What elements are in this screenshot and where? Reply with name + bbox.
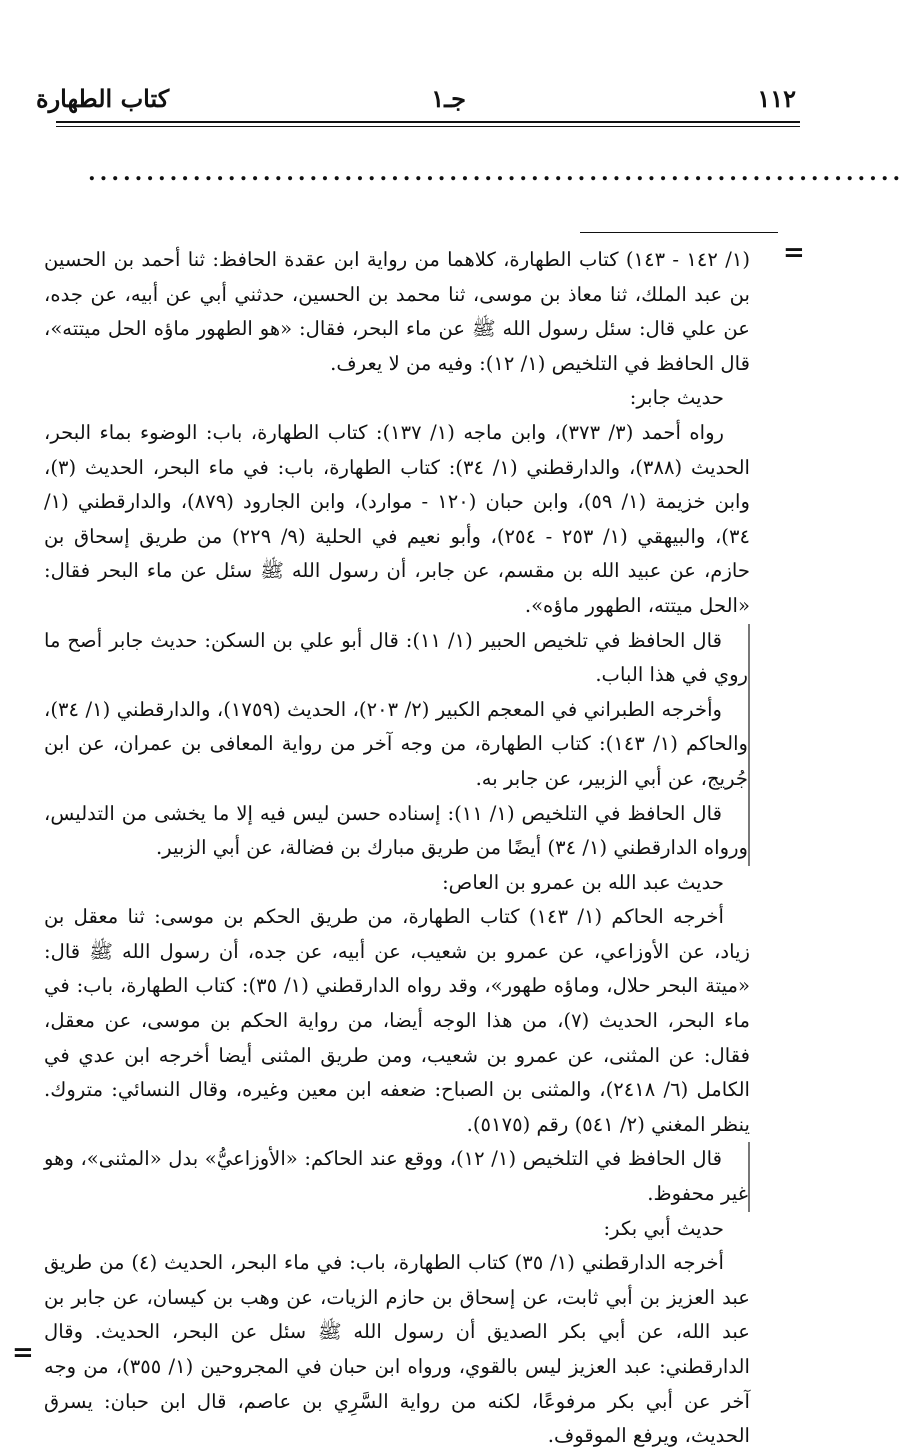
footnote-paragraph-jabir-sources: رواه أحمد (٣/ ٣٧٣)، وابن ماجه (١/ ١٣٧): كتاب الطهارة، باب: الوضوء بماء البحر، الحديث (٣٨٨)، والدارقطني (١/ ٣٤): كتاب الطهارة، باب: في ماء البحر، الحديث (٣)، وابن خزيمة (١/ ٥٩)، وابن حبان (١٢٠ - موارد)، وابن الجارود (٨٧٩)، والدارقطني (١/ ٣٤)، والبيهقي (١/ ٢٥٣ - ٢٥٤)، وأبو نعيم في الحلية (٩/ ٢٢٩) من طريق إسحاق بن حازم، عن عبيد الله بن مقسم، عن جابر، أن رسول الله ﷺ سئل عن ماء البحر فقال: «الحل ميتته، الطهور ماؤه». (44, 420, 750, 617)
footnote-paragraph-tabarani: وأخرجه الطبراني في المعجم الكبير (٢/ ٢٠٣)، الحديث (١٧٥٩)، والدارقطني (١/ ٣٤)، والحاكم (١/ ١٤٣): كتاب الطهارة، من وجه آخر من رواية المعافى بن عمران، عن ابن جُريج، عن أبي الزبير، عن جابر به. (44, 693, 750, 797)
footnote-rule (580, 232, 778, 233)
running-header (36, 84, 796, 120)
footnote-paragraph-daraqutni: أخرجه الدارقطني (١/ ٣٥) كتاب الطهارة، باب: في ماء البحر، الحديث (٤) من طريق عبد العزيز بن أبي ثابت، عن إسحاق بن حازم الزيات، عن وهب بن كيسان، عن جابر بن عبد الله، عن أبي بكر الصديق أن رسول الله ﷺ سئل عن البحر، الحديث. وقال الدارقطني: عبد العزيز ليس بالقوي، ورواه ابن حبان في المجروحين (١/ ٣٥٥)، من وجه آخر عن أبي بكر مرفوعًا، لكنه من رواية السَّرِي بن عاصم، قال ابن حبان: يسرق الحديث، ويرفع الموقوف. (44, 1251, 750, 1448)
footnote-paragraph-awzai-note: قال الحافظ في التلخيص (١/ ١٢)، ووقع عند الحاكم: «الأوزاعيُّ» بدل «المثنى»، وهو غير محفوظ. (44, 1142, 750, 1211)
footnote-paragraph-hakim: أخرجه الحاكم (١/ ١٤٣) كتاب الطهارة، من طريق الحكم بن موسى: ثنا معقل بن زياد، عن الأوزاعي، عن عمرو بن شعيب، عن أبيه، عن جده، أن رسول الله ﷺ قال: «ميتة البحر حلال، وماؤه طهور»، وقد رواه الدارقطني (١/ ٣٥): كتاب الطهارة، باب: في ماء البحر، الحديث (٧)، من هذا الوجه أيضا، من رواية الحكم بن موسى، عن معقل، فقال: عن المثنى، عن عمرو بن شعيب، ومن طريق المثنى أيضا أخرجه ابن عدي في الكامل (٦/ ٢٤١٨)، والمثنى بن الصباح: ضعفه ابن معين وغيره، وقال النسائي: متروك. ينظر المغني (٢/ ٥٤١) رقم (٥١٧٥). (44, 905, 750, 1136)
subheading-abu-bakr: حديث أبي بكر: (603, 1216, 724, 1240)
volume-label: جـ١ (431, 84, 466, 113)
subheading-jabir-hadith: حديث جابر: (629, 386, 724, 410)
footnote-block (44, 243, 750, 1454)
book-title: كتاب الطهارة (36, 84, 170, 113)
section-separator-dots: ...................................................................... (88, 160, 904, 186)
page-number: ١١٢ (757, 84, 796, 113)
header-rule-thick (56, 121, 800, 123)
footnote-paragraph-hafiz-hasan: قال الحافظ في التلخيص (١/ ١١): إسناده حسن ليس فيه إلا ما يخشى من التدليس، ورواه الدارقطني (١/ ٣٤) أيضًا من طريق مبارك بن فضالة، عن أبي الزبير. (44, 797, 750, 866)
continuation-mark-top: = (783, 238, 805, 268)
continuation-mark-bottom: = (12, 1338, 34, 1368)
header-rule-thin (56, 126, 800, 127)
footnote-paragraph-continued: (١/ ١٤٢ - ١٤٣) كتاب الطهارة، كلاهما من رواية ابن عقدة الحافظ: ثنا أحمد بن الحسين بن عبد الملك، ثنا معاذ بن موسى، ثنا محمد بن الحسين، حدثني أبي عن أبيه، عن جده، عن علي قال: سئل رسول الله ﷺ عن ماء البحر، فقال: «هو الطهور ماؤه الحل ميتته»، قال الحافظ في التلخيص (١/ ١٢): وفيه من لا يعرف. (44, 248, 751, 375)
footnote-paragraph-ibn-sakan: قال الحافظ في تلخيص الحبير (١/ ١١): قال أبو علي بن السكن: حديث جابر أصح ما روي في هذا الباب. (44, 624, 750, 693)
subheading-abdullah-ibn-amr: حديث عبد الله بن عمرو بن العاص: (442, 870, 724, 894)
